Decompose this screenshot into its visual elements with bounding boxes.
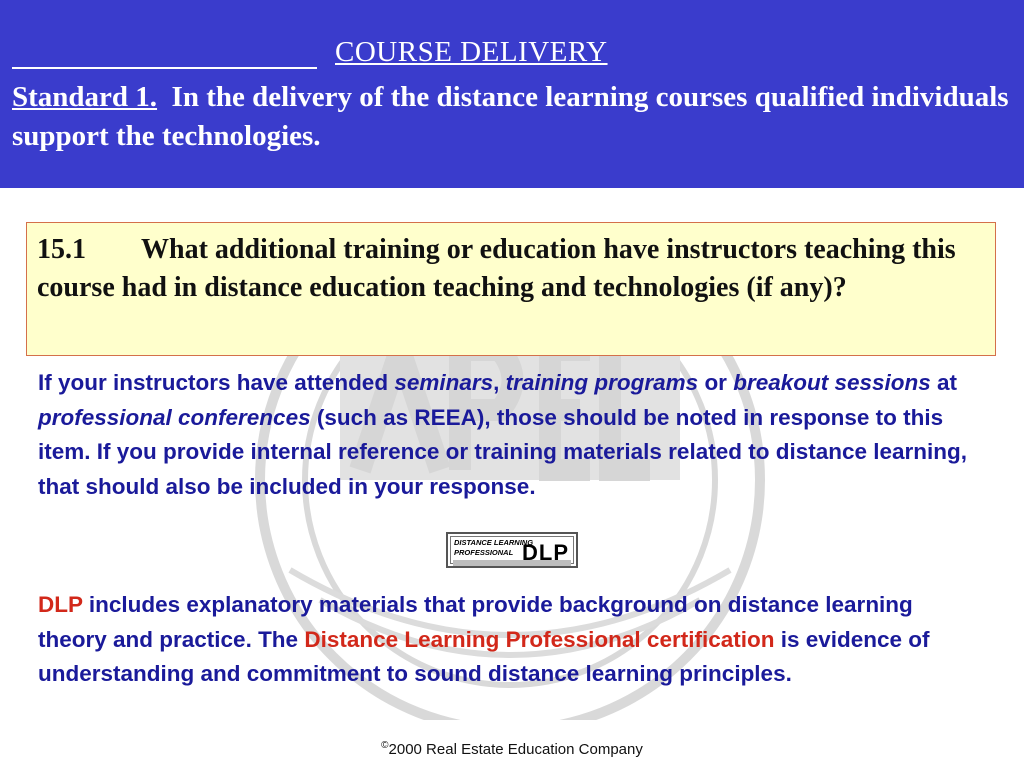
guidance-text-1: If your instructors have attended (38, 370, 395, 395)
course-delivery-title: COURSE DELIVERY (335, 36, 608, 68)
blank-underline (12, 39, 317, 69)
certification-term: Distance Learning Professional certification (304, 626, 775, 652)
breakout-sessions-term: breakout sessions (733, 370, 931, 395)
guidance-paragraph (38, 366, 998, 504)
dlp-term: DLP (38, 592, 83, 617)
seminars-term: seminars (394, 370, 494, 395)
standard-label: Standard 1. (12, 81, 158, 113)
dlp-logo (446, 532, 578, 568)
dlp-paragraph (38, 588, 938, 692)
dlp-logo-frame (450, 536, 574, 564)
dlp-text-2: is evidence of understanding and commitment to sound distance learning principles. (38, 626, 930, 686)
standard-statement (12, 78, 1017, 156)
copyright-symbol: © (381, 740, 389, 751)
dlp-logo-mark: DLP (522, 540, 569, 565)
slide-header (0, 0, 1024, 188)
dlp-logo-line1: DISTANCE LEARNING (454, 538, 534, 547)
question-number: 15.1 (37, 234, 86, 265)
copyright-text: 2000 Real Estate Education Company (388, 741, 643, 758)
professional-conferences-term: professional conferences (38, 404, 311, 430)
guidance-text-4: at (930, 370, 958, 395)
guidance-text-3: or (698, 370, 734, 395)
header-title-line (12, 36, 608, 69)
question-text: What additional training or education have instructors teaching this course had in distance education teaching and technologies (if any)? (37, 234, 956, 303)
dlp-text-1: includes explanatory materials that provide background on distance learning theory and practice. The (38, 592, 913, 652)
standard-text: In the delivery of the distance learning courses qualified individuals support the technologies. (12, 81, 1009, 152)
dlp-logo-line2: PROFESSIONAL (454, 548, 514, 557)
guidance-text-5: (such as REEA), those should be noted in response to this item. If you provide internal reference or training materials related to distance learning, that should also be included in your response. (38, 404, 968, 499)
training-programs-term: training programs (505, 370, 699, 395)
question-box (26, 222, 996, 356)
guidance-text-2: , (493, 370, 506, 395)
copyright-footer (0, 740, 1024, 758)
